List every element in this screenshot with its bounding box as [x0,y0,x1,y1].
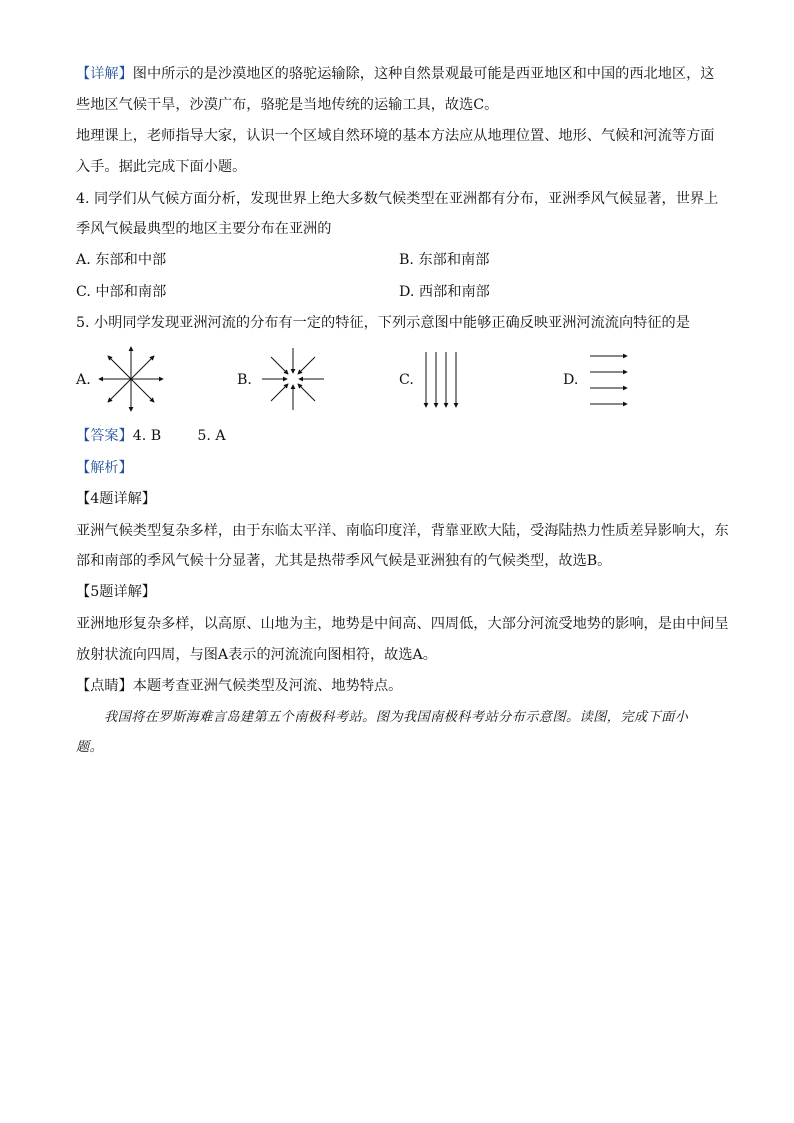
point-text: 本题考查亚洲气候类型及河流、地势特点。 [132,678,403,694]
next-intro-line-1: 我国将在罗斯海难言岛建第五个南极科考站。图为我国南极科考站分布示意图。读图，完成下面小 [104,710,689,725]
q4-option-a: A. 东部和中部 [76,252,167,268]
diagram-a-radiating-arrows [96,344,166,414]
answer-text: 4. B 5. A [132,428,226,444]
answer-line [76,426,226,446]
q4-stem-line-1: 4. 同学们从气候方面分析，发现世界上绝大多数气候类型在亚洲都有分布，亚洲季风气候显著，世界上 [76,191,719,207]
analysis-tag: 【解析】 [76,460,133,476]
answer-tag: 【答案】 [76,428,133,444]
q4-detail-line-1: 亚洲气候类型复杂多样，由于东临太平洋、南临印度洋，背靠亚欧大陆，受海陆热力性质差异影响大，东 [76,523,729,539]
detail-text: 图中所示的是沙漠地区的骆驼运输除，这种自然景观最可能是西亚地区和中国的西北地区，这 [132,66,715,82]
q5-detail-line-1: 亚洲地形复杂多样，以高原、山地为主，地势是中间高、四周低，大部分河流受地势的影响，是由中间呈 [76,616,729,632]
q4-option-b: B. 东部和南部 [399,252,490,268]
diagram-b-converging-arrows [260,346,326,412]
q5-label-d: D. [563,372,579,388]
next-intro-line-2: 题。 [76,740,104,755]
q4-detail-line-2: 部和南部的季风气候十分显著，尤其是热带季风气候是亚洲独有的气候类型，故选B。 [76,553,612,569]
point-tag: 【点睛】 [76,678,133,694]
intro-line-2: 入手。据此完成下面小题。 [76,159,247,175]
diagram-c-downward-arrows [420,350,464,410]
q4-option-c: C. 中部和南部 [76,284,167,300]
q5-label-a: A. [76,372,91,388]
q5-detail-tag: 【5题详解】 [76,584,156,600]
q4-detail-tag: 【4题详解】 [76,491,156,507]
q4-stem-line-2: 季风气候最典型的地区主要分布在亚洲的 [76,221,332,237]
q5-label-b: B. [237,372,252,388]
intro-line-1: 地理课上，老师指导大家，认识一个区域自然环境的基本方法应从地理位置、地形、气候和河流等方面 [76,128,715,144]
detail-line-1 [76,64,714,84]
detail-line-2: 些地区气候干旱，沙漠广布，骆驼是当地传统的运输工具，故选C。 [76,97,499,113]
detail-tag: 【详解】 [76,66,133,82]
q5-label-c: C. [399,372,414,388]
q4-option-d: D. 西部和南部 [399,284,490,300]
diagram-d-rightward-arrows [588,350,630,410]
q5-stem: 5. 小明同学发现亚洲河流的分布有一定的特征，下列示意图中能够正确反映亚洲河流流向特征的是 [76,315,690,331]
q5-detail-line-2: 放射状流向四周，与图A表示的河流流向图相符，故选A。 [76,647,437,663]
point-line [76,676,402,696]
